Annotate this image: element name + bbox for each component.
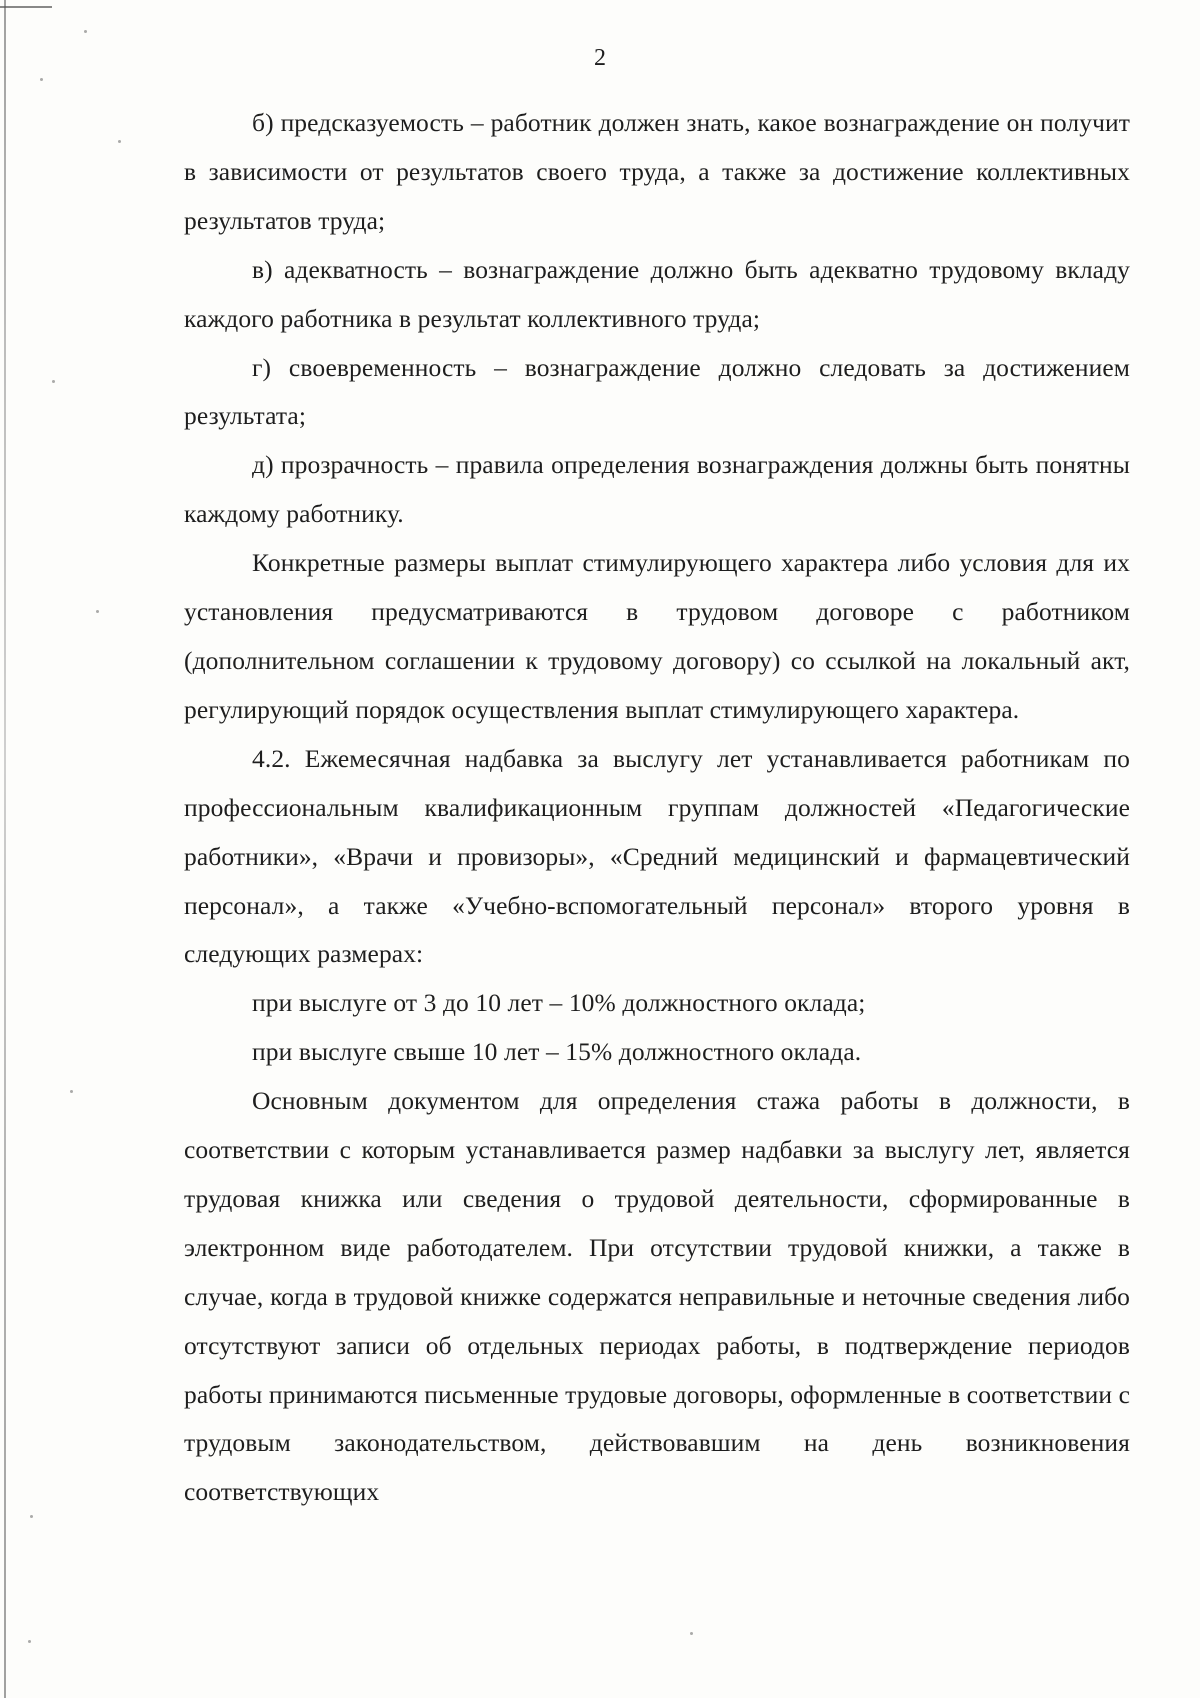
- scan-speck: [28, 1640, 31, 1643]
- paragraph-item-g: г) своевременность – вознаграждение должно следовать за достижением результата;: [184, 352, 1130, 431]
- scan-speck: [84, 30, 87, 33]
- paragraph-item-v: в) адекватность – вознаграждение должно быть адекватно трудовому вкладу каждого работника в результат коллективного труда;: [184, 254, 1130, 333]
- scan-speck: [40, 78, 43, 81]
- scan-speck: [96, 610, 99, 613]
- scan-speck: [70, 1090, 73, 1093]
- paragraph-item-b: б) предсказуемость – работник должен знать, какое вознаграждение он получит в зависимости от результатов своего труда, а также за достижение коллективных результатов труда;: [184, 108, 1130, 235]
- scan-speck: [30, 1515, 33, 1518]
- document-body: [184, 99, 1130, 1517]
- scan-left-edge: [4, 0, 6, 1698]
- scan-top-mark: [0, 6, 52, 8]
- paragraph-service-over-10: при выслуге свыше 10 лет – 15% должностного оклада.: [252, 1037, 862, 1067]
- paragraph-item-d: д) прозрачность – правила определения вознаграждения должны быть понятны каждому работнику.: [184, 450, 1130, 529]
- paragraph-main-document: Основным документом для определения стажа работы в должности, в соответствии с которым устанавливается размер надбавки за выслугу лет, является трудовая книжка или сведения о трудовой деятельности, сформированные в электронном виде работодателем. При отсутствии трудовой книжки, а также в случае, когда в трудовой книжке содержатся неправильные и неточные сведения либо отсутствуют записи об отдельных периодах работы, в подтверждение периодов работы принимаются письменные трудовые договоры, оформленные в соответствии с трудовым законодательством, действовавшим на день возникновения соответствующих: [184, 1086, 1130, 1507]
- page-number: 2: [594, 45, 606, 71]
- paragraph-payment-sizes: Конкретные размеры выплат стимулирующего характера либо условия для их установления предусматриваются в трудовом договоре с работником (дополнительном соглашении к трудовому договору) со ссылкой на локальный акт, регулирующий порядок осуществления выплат стимулирующего характера.: [184, 548, 1130, 724]
- scan-speck: [690, 1632, 693, 1635]
- scan-speck: [52, 380, 55, 383]
- paragraph-section-4-2: 4.2. Ежемесячная надбавка за выслугу лет устанавливается работникам по профессиональным квалификационным группам должностей «Педагогические работники», «Врачи и провизоры», «Средний медицинский и фармацевтический персонал», а также «Учебно-вспомогательный персонал» второго уровня в следующих размерах:: [184, 743, 1130, 969]
- scan-speck: [118, 140, 121, 143]
- paragraph-service-3-10: при выслуге от 3 до 10 лет – 10% должностного оклада;: [252, 988, 866, 1018]
